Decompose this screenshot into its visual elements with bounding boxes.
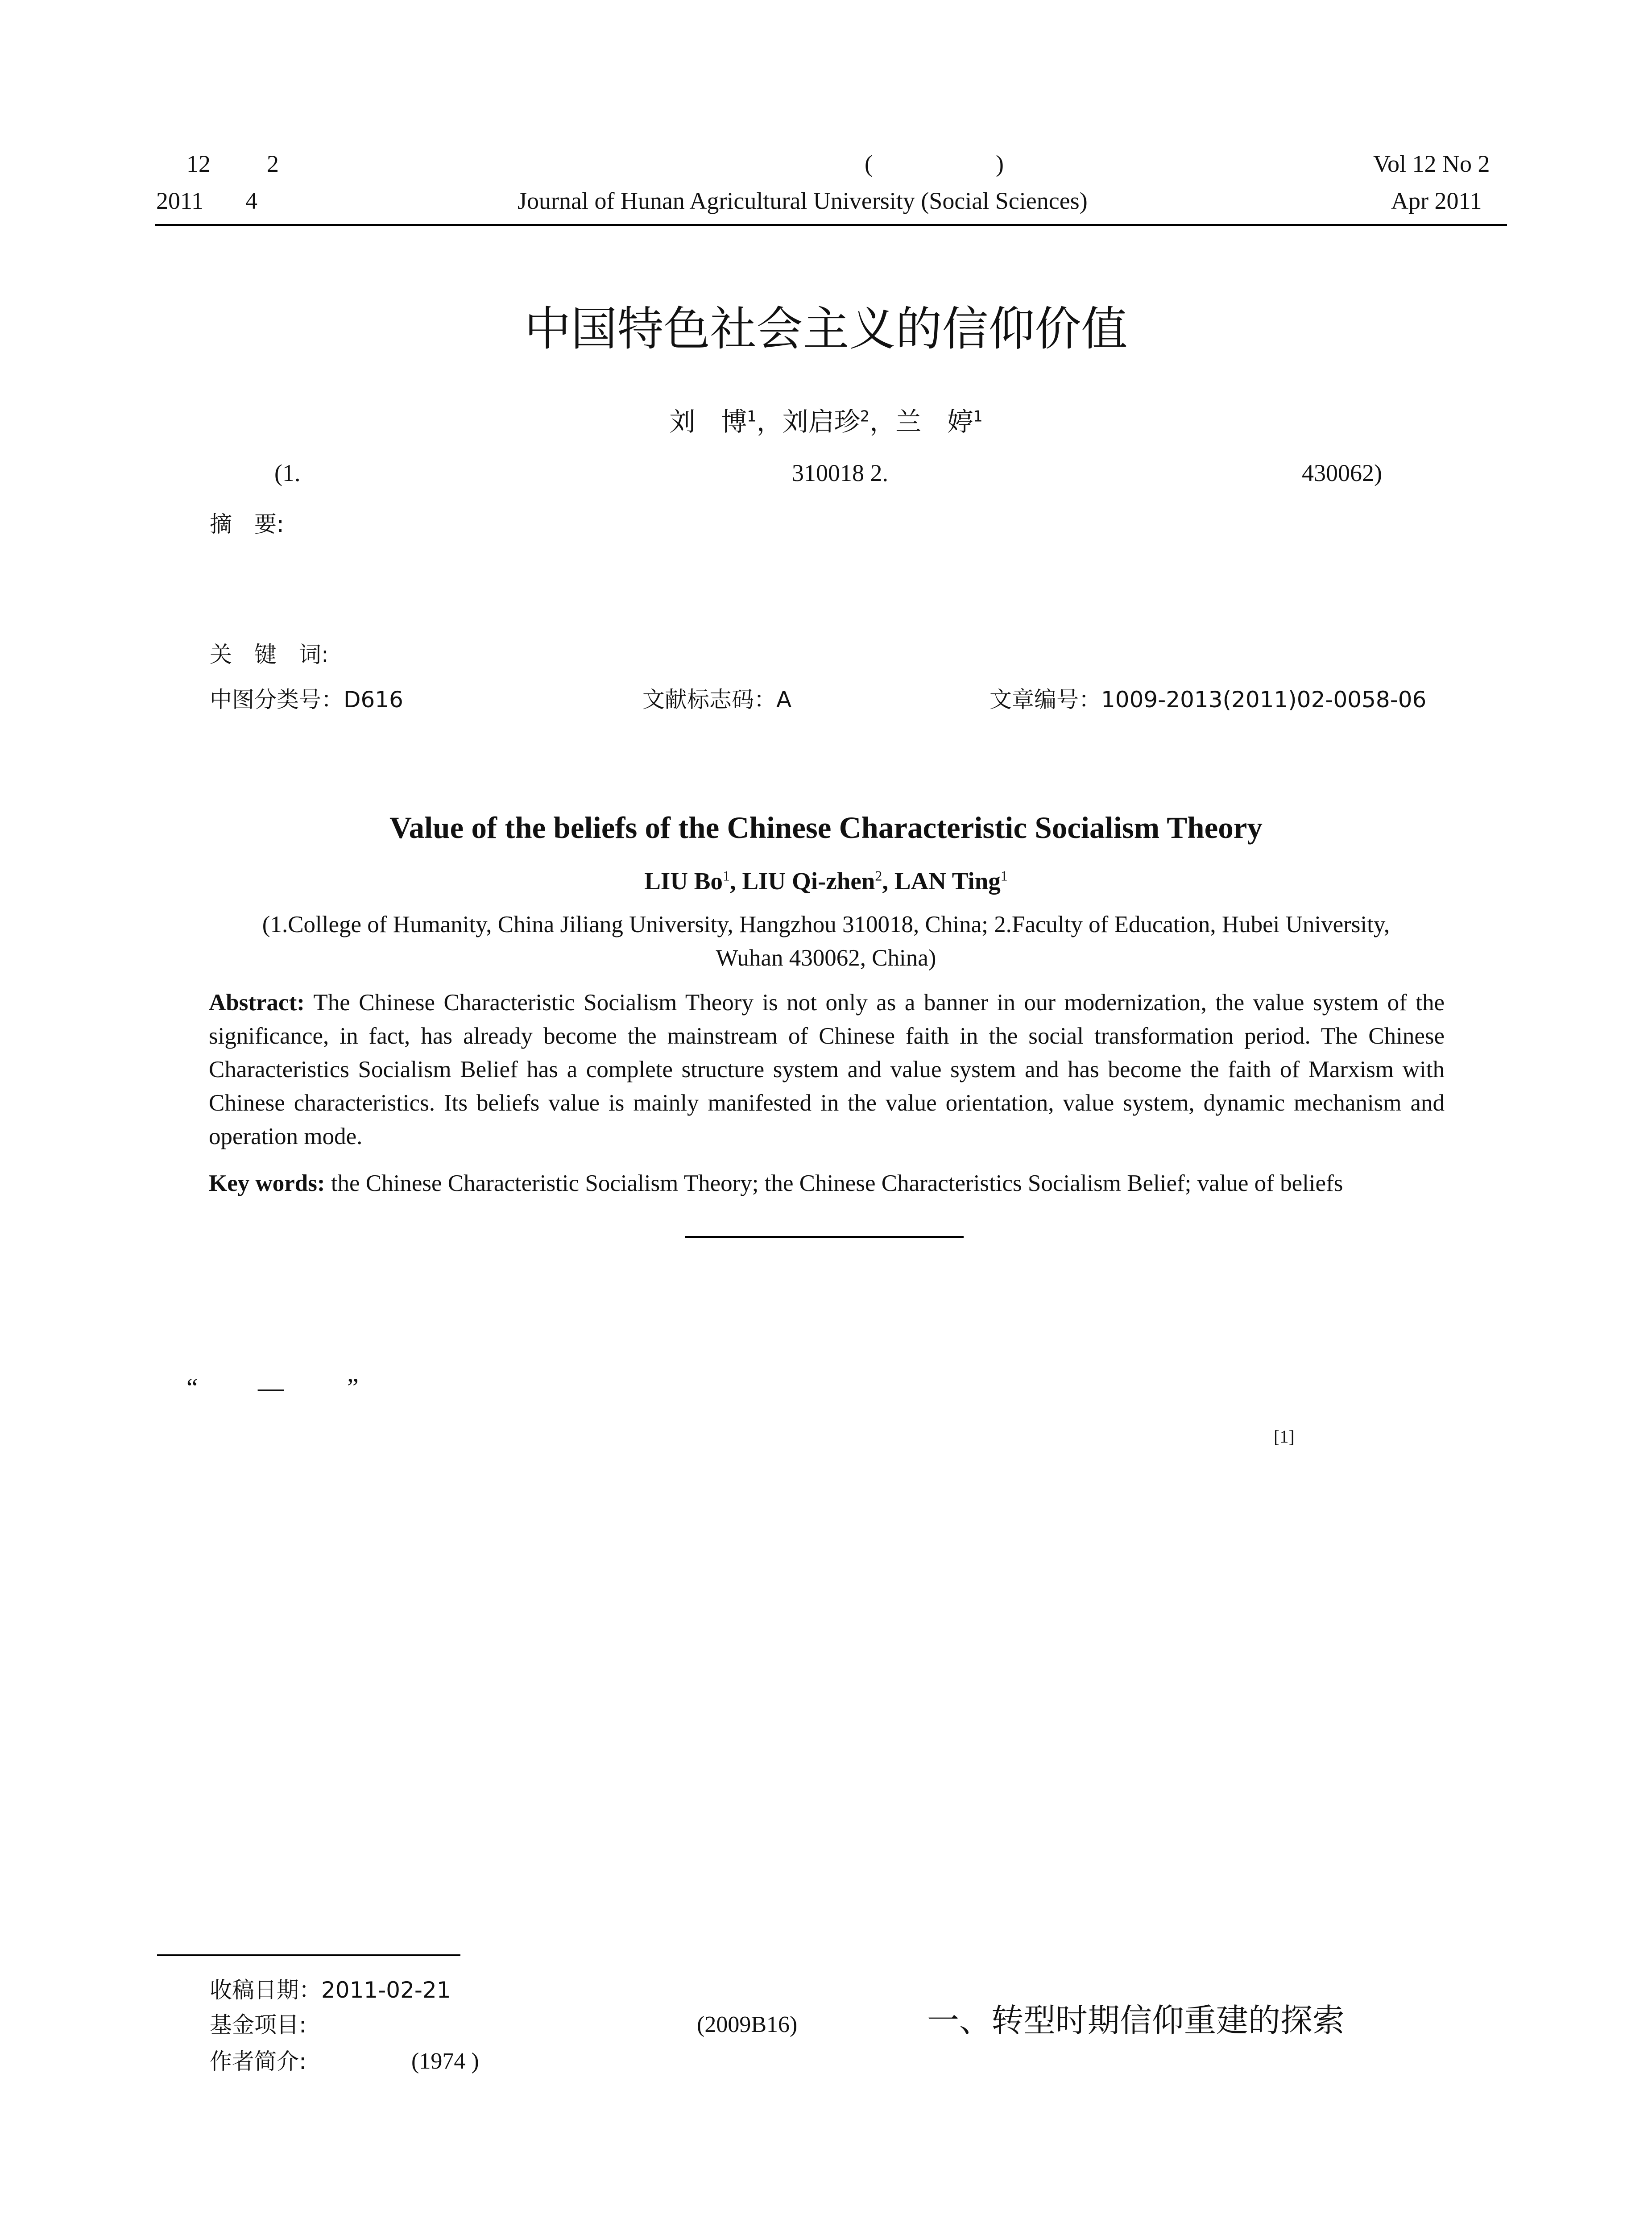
author-cn-1-sup: 1 xyxy=(747,407,757,425)
author-en-3: , LAN Ting xyxy=(882,867,1001,895)
quote-open: “ xyxy=(186,1373,198,1402)
header-journal-name: Journal of Hunan Agricultural University (Social Sciences) xyxy=(518,187,1088,214)
title-en: Value of the beliefs of the Chinese Characteristic Socialism Theory xyxy=(389,811,1263,845)
abstract-en-text: The Chinese Characteristic Socialism Theory is not only as a banner in our modernization, the value system of the significance, in fact, has already become the mainstream of Chinese faith in the social transformation period. The Chinese Characteristics Socialism Belief has a complete structure system and value system and has become the faith of Marxism with Chinese characteristics. Its beliefs value is mainly manifested in the value orientation, value system, dynamic mechanism and operation mode. xyxy=(209,990,1445,1149)
author-bio-label: 作者简介: xyxy=(210,2049,306,2074)
header-date-en: Apr 2011 xyxy=(1391,187,1482,214)
author-en-1: LIU Bo xyxy=(644,867,723,895)
article-number: 文章编号：1009-2013(2011)02-0058-06 xyxy=(990,687,1427,713)
affiliation-en-line1: (1.College of Humanity, China Jiliang University, Hangzhou 310018, China; 2.Faculty of Education, Hubei University, xyxy=(262,912,1390,937)
footnote-rule xyxy=(157,1954,460,1956)
quote-close: ” xyxy=(347,1373,359,1402)
author-bio-year: (1974 ) xyxy=(411,2049,479,2074)
author-en-2: , LIU Qi-zhen xyxy=(729,867,875,895)
authors-cn xyxy=(0,404,1652,440)
fund-label: 基金项目: xyxy=(210,2012,306,2038)
authors-en xyxy=(0,863,1652,899)
keywords-en xyxy=(209,1167,1445,1200)
header-issue-cn: 2 xyxy=(267,150,279,177)
author-en-3-sup: 1 xyxy=(1000,868,1008,884)
abstract-cn-label: 摘 要: xyxy=(210,511,284,537)
affiliation-cn-open: (1. xyxy=(274,460,301,486)
header-paren-open: ( xyxy=(865,150,873,177)
author-cn-1: 刘 博 xyxy=(669,406,747,437)
author-en-2-sup: 2 xyxy=(875,868,882,884)
reference-marker-1: [1] xyxy=(1274,1427,1295,1447)
header-volume-en: Vol 12 No 2 xyxy=(1373,150,1490,177)
clc-number: 中图分类号：D616 xyxy=(210,687,403,713)
author-cn-2-sup: 2 xyxy=(860,407,870,425)
header-month-cn: 4 xyxy=(245,187,257,214)
abstract-en xyxy=(209,986,1445,1153)
header-year-cn: 2011 xyxy=(156,187,203,214)
keywords-en-label: Key words: xyxy=(209,1170,325,1196)
author-cn-2: ，刘启珍 xyxy=(756,406,860,437)
received-date: 收稿日期：2011-02-21 xyxy=(210,1977,451,2003)
keywords-en-text: the Chinese Characteristic Socialism Theory; the Chinese Characteristics Socialism Belief; value of beliefs xyxy=(331,1170,1343,1196)
affiliation-cn-mid: 310018 2. xyxy=(792,460,888,486)
em-dash: — xyxy=(258,1373,284,1402)
keywords-cn-label: 关 键 词: xyxy=(210,642,329,668)
fund-code: (2009B16) xyxy=(697,2012,798,2037)
affiliation-en-line2: Wuhan 430062, China) xyxy=(716,945,936,971)
author-cn-3: ，兰 婷 xyxy=(869,406,973,437)
document-code: 文献标志码：A xyxy=(642,687,792,713)
title-cn: 中国特色社会主义的信仰价值 xyxy=(524,302,1128,356)
affiliation-cn-end: 430062) xyxy=(1302,460,1382,486)
author-en-1-sup: 1 xyxy=(723,868,730,884)
header-paren-close: ) xyxy=(996,150,1004,177)
header-rule xyxy=(155,224,1507,226)
abstract-en-label: Abstract: xyxy=(209,990,305,1016)
author-cn-3-sup: 1 xyxy=(973,407,983,425)
header-volume-cn: 12 xyxy=(186,150,211,177)
section-heading-1: 一、转型时期信仰重建的探索 xyxy=(927,2002,1345,2039)
abstract-separator xyxy=(685,1236,964,1238)
